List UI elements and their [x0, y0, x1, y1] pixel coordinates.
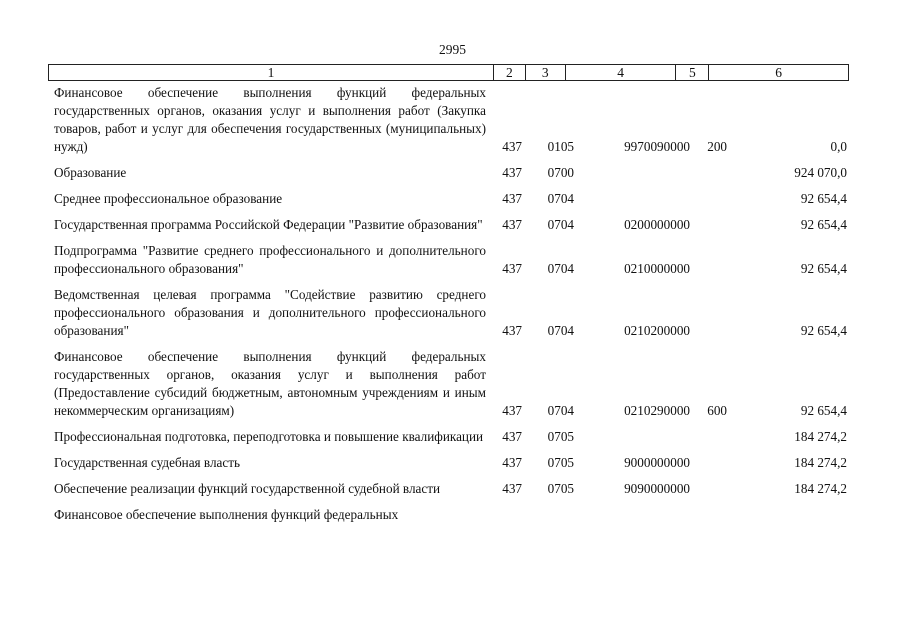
row-amount: 184 274,2	[794, 455, 847, 470]
table-row	[48, 506, 849, 524]
row-description: Государственная программа Российской Федерации "Развитие образования"	[54, 217, 483, 232]
row-code-3: 0704	[547, 323, 574, 338]
row-description: Ведомственная целевая программа "Содействие развитию среднего профессионального образования и дополнительного профессионального образования"	[54, 287, 486, 338]
header-col-3: 3	[526, 65, 566, 80]
header-col-6: 6	[775, 65, 783, 80]
table-row	[48, 242, 849, 278]
row-code-4: 0210200000	[624, 323, 690, 338]
row-description: Профессиональная подготовка, переподготовка и повышение квалификации	[54, 429, 484, 444]
header-col-2: 2	[494, 65, 526, 80]
row-code-3: 0705	[547, 429, 574, 444]
row-description: Обеспечение реализации функций государственной судебной власти	[54, 481, 441, 496]
row-code-2: 437	[502, 191, 522, 206]
table-row	[48, 216, 849, 234]
row-description: Финансовое обеспечение выполнения функций федеральных государственных органов, оказания услуг и выполнения работ (Закупка товаров, работ и услуг для обеспечения государственных (муниципальных) нужд)	[54, 85, 486, 154]
row-code-3: 0105	[547, 139, 574, 154]
row-code-3: 0704	[547, 217, 574, 232]
row-code-2: 437	[502, 481, 522, 496]
row-description: Среднее профессиональное образование	[54, 191, 283, 206]
row-code-2: 437	[502, 261, 522, 276]
row-amount: 92 654,4	[800, 403, 847, 418]
header-col-1: 1	[49, 65, 494, 80]
row-code-3: 0704	[547, 261, 574, 276]
table-body	[48, 84, 849, 524]
row-code-2: 437	[502, 455, 522, 470]
row-description: Государственная судебная власть	[54, 455, 241, 470]
row-code-4: 9090000000	[624, 481, 690, 496]
row-amount: 92 654,4	[800, 191, 847, 206]
row-code-4: 9970090000	[624, 139, 690, 154]
page-number: 2995	[439, 42, 466, 57]
row-code-4: 0210290000	[624, 403, 690, 418]
row-code-4: 0210000000	[624, 261, 690, 276]
row-code-2: 437	[502, 139, 522, 154]
row-code-3: 0705	[547, 481, 574, 496]
row-description: Финансовое обеспечение выполнения функций федеральных государственных органов, оказания услуг и выполнения работ (Предоставление субсидий бюджетным, автономным учреждениям и иным некоммерческим организациям)	[54, 349, 486, 418]
table-row	[48, 348, 849, 420]
row-description: Финансовое обеспечение выполнения функций федеральных	[54, 507, 399, 522]
table-row	[48, 164, 849, 182]
row-code-2: 437	[502, 323, 522, 338]
header-col-5: 5	[676, 65, 709, 80]
row-code-2: 437	[502, 165, 522, 180]
row-amount: 92 654,4	[800, 217, 847, 232]
row-code-2: 437	[502, 403, 522, 418]
table-row	[48, 480, 849, 498]
table-row	[48, 190, 849, 208]
row-code-4: 0200000000	[624, 217, 690, 232]
row-amount: 184 274,2	[794, 429, 847, 444]
row-code-3: 0704	[547, 191, 574, 206]
table-row	[48, 286, 849, 340]
row-amount: 184 274,2	[794, 481, 847, 496]
row-amount: 924 070,0	[794, 165, 847, 180]
row-amount: 92 654,4	[800, 261, 847, 276]
row-code-3: 0704	[547, 403, 574, 418]
row-code-3: 0700	[547, 165, 574, 180]
row-code-2: 437	[502, 429, 522, 444]
row-code-5: 200	[707, 139, 727, 154]
table-row	[48, 428, 849, 446]
row-amount: 92 654,4	[800, 323, 847, 338]
table-header	[48, 64, 849, 81]
table-row	[48, 84, 849, 156]
row-code-3: 0705	[547, 455, 574, 470]
row-code-4: 9000000000	[624, 455, 690, 470]
row-description: Подпрограмма "Развитие среднего профессионального и дополнительного профессионального образования"	[54, 243, 486, 276]
row-code-5: 600	[707, 403, 727, 418]
table-row	[48, 454, 849, 472]
row-code-2: 437	[502, 217, 522, 232]
header-col-4: 4	[566, 65, 677, 80]
row-description: Образование	[54, 165, 127, 180]
row-amount: 0,0	[830, 139, 847, 154]
